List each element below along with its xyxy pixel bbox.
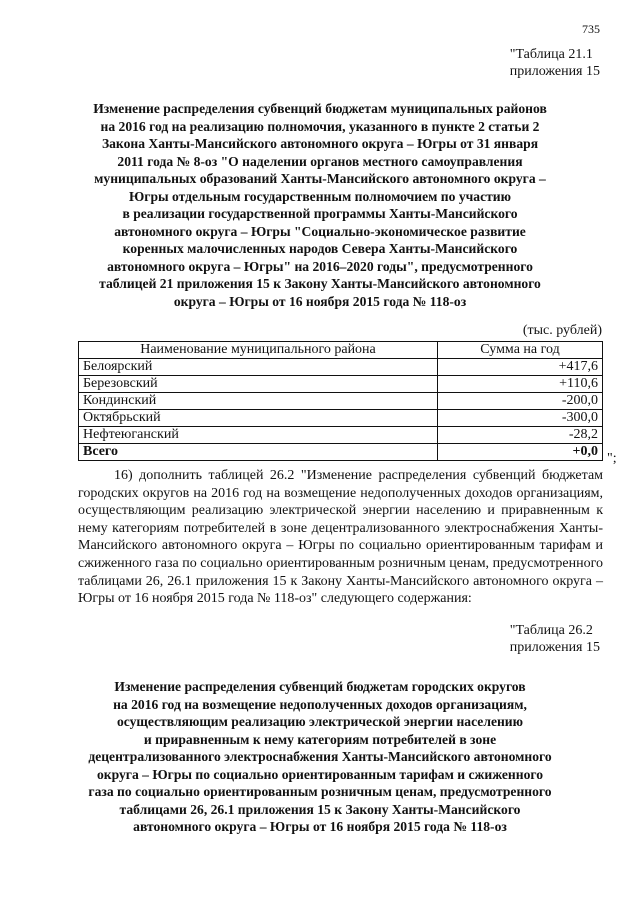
title-line: и приравненным к нему категориям потребителей в зоне <box>143 731 497 747</box>
district-name: Нефтеюганский <box>79 427 438 444</box>
table-21-1-title <box>70 100 570 310</box>
title-line: Югры отдельным государственным полномочием по участию <box>128 188 512 204</box>
table-row <box>79 359 603 376</box>
title-line: в реализации государственной программы Ханты-Мансийского <box>122 206 518 221</box>
column-header-sum: Сумма на год <box>438 342 603 359</box>
title-line: на 2016 год на реализацию полномочия, указанного в пункте 2 статьи 2 <box>100 118 540 134</box>
district-sum: -300,0 <box>438 410 603 427</box>
title-line: 2011 года № 8-оз "О наделении органов местного самоуправления <box>117 153 523 169</box>
title-line: Изменение распределения субвенций бюджетам муниципальных районов <box>93 101 547 116</box>
subventions-table <box>78 341 603 461</box>
table-total-row <box>79 444 603 461</box>
title-line: таблицей 21 приложения 15 к Закону Ханты-Мансийского автономного <box>99 276 541 291</box>
caption-line: приложения 15 <box>509 64 600 79</box>
district-sum: +110,6 <box>438 376 603 393</box>
title-line: округа – Югры по социально ориентированным тарифам и сжиженного <box>96 766 543 782</box>
amendment-paragraph <box>78 467 603 608</box>
title-line: газа по социально ориентированным розничным ценам, предусмотренного <box>88 784 552 799</box>
title-line: Изменение распределения субвенций бюджетам городских округов <box>114 679 526 694</box>
table-closing-quote: "; <box>607 451 617 466</box>
title-line: автономного округа – Югры от 16 ноября 2015 года № 118-оз <box>133 819 507 834</box>
title-line: муниципальных образований Ханты-Мансийского автономного округа – <box>94 171 546 186</box>
table-row <box>79 393 603 410</box>
district-sum: -200,0 <box>438 393 603 410</box>
table-26-2-caption <box>510 622 600 656</box>
total-sum: +0,0 <box>438 444 603 461</box>
district-name: Белоярский <box>79 359 438 376</box>
district-sum: +417,6 <box>438 359 603 376</box>
district-name: Кондинский <box>79 393 438 410</box>
title-line: округа – Югры от 16 ноября 2015 года № 118-оз <box>173 293 467 309</box>
title-line: таблицами 26, 26.1 приложения 15 к Закону Ханты-Мансийского <box>119 801 521 817</box>
page-number: 735 <box>582 22 600 36</box>
table-21-1-caption <box>510 46 600 80</box>
caption-line: "Таблица 21.1 <box>509 47 593 62</box>
paragraph-number: 16) <box>114 468 133 483</box>
title-line: осуществляющим реализацию электрической энергии населению <box>116 714 524 729</box>
paragraph-text: дополнить таблицей 26.2 "Изменение распределения субвенций бюджетам городских округов на 2016 год на возмещение недополученных доходов организациям, осуществляющим реализацию электрической энергии населению и приравненным к нему категориям потребителей в зоне децентрализованного электроснабжения Ханты-Мансийского автономного округа – Югры по социально ориентированным тарифам и сжиженного газа по социально ориентированным розничным ценам, предусмотренного таблицами 26, 26.1 приложения 15 к Закону Ханты-Мансийского автономного округа – Югры от 16 ноября 2015 года № 118-оз" следующего содержания: <box>78 468 604 607</box>
title-line: автономного округа – Югры" на 2016–2020 годы", предусмотренного <box>107 258 533 274</box>
column-header-district: Наименование муниципального района <box>79 342 438 359</box>
table-26-2-title <box>70 678 570 836</box>
total-label: Всего <box>79 444 438 461</box>
title-line: автономного округа – Югры "Социально-экономическое развитие <box>114 223 526 239</box>
caption-line: приложения 15 <box>509 640 600 655</box>
caption-line: "Таблица 26.2 <box>509 623 593 638</box>
title-line: децентрализованного электроснабжения Ханты-Мансийского автономного <box>88 749 552 764</box>
title-line: Закона Ханты-Мансийского автономного округа – Югры от 31 января <box>101 136 539 151</box>
units-label: (тыс. рублей) <box>522 323 602 338</box>
district-sum: -28,2 <box>438 427 603 444</box>
table-header-row <box>79 342 603 359</box>
district-name: Березовский <box>79 376 438 393</box>
table-row <box>79 410 603 427</box>
title-line: на 2016 год на возмещение недополученных доходов организациям, <box>113 696 527 712</box>
district-name: Октябрьский <box>79 410 438 427</box>
title-line: коренных малочисленных народов Севера Ханты-Мансийского <box>122 241 518 256</box>
table-row <box>79 376 603 393</box>
table-row <box>79 427 603 444</box>
